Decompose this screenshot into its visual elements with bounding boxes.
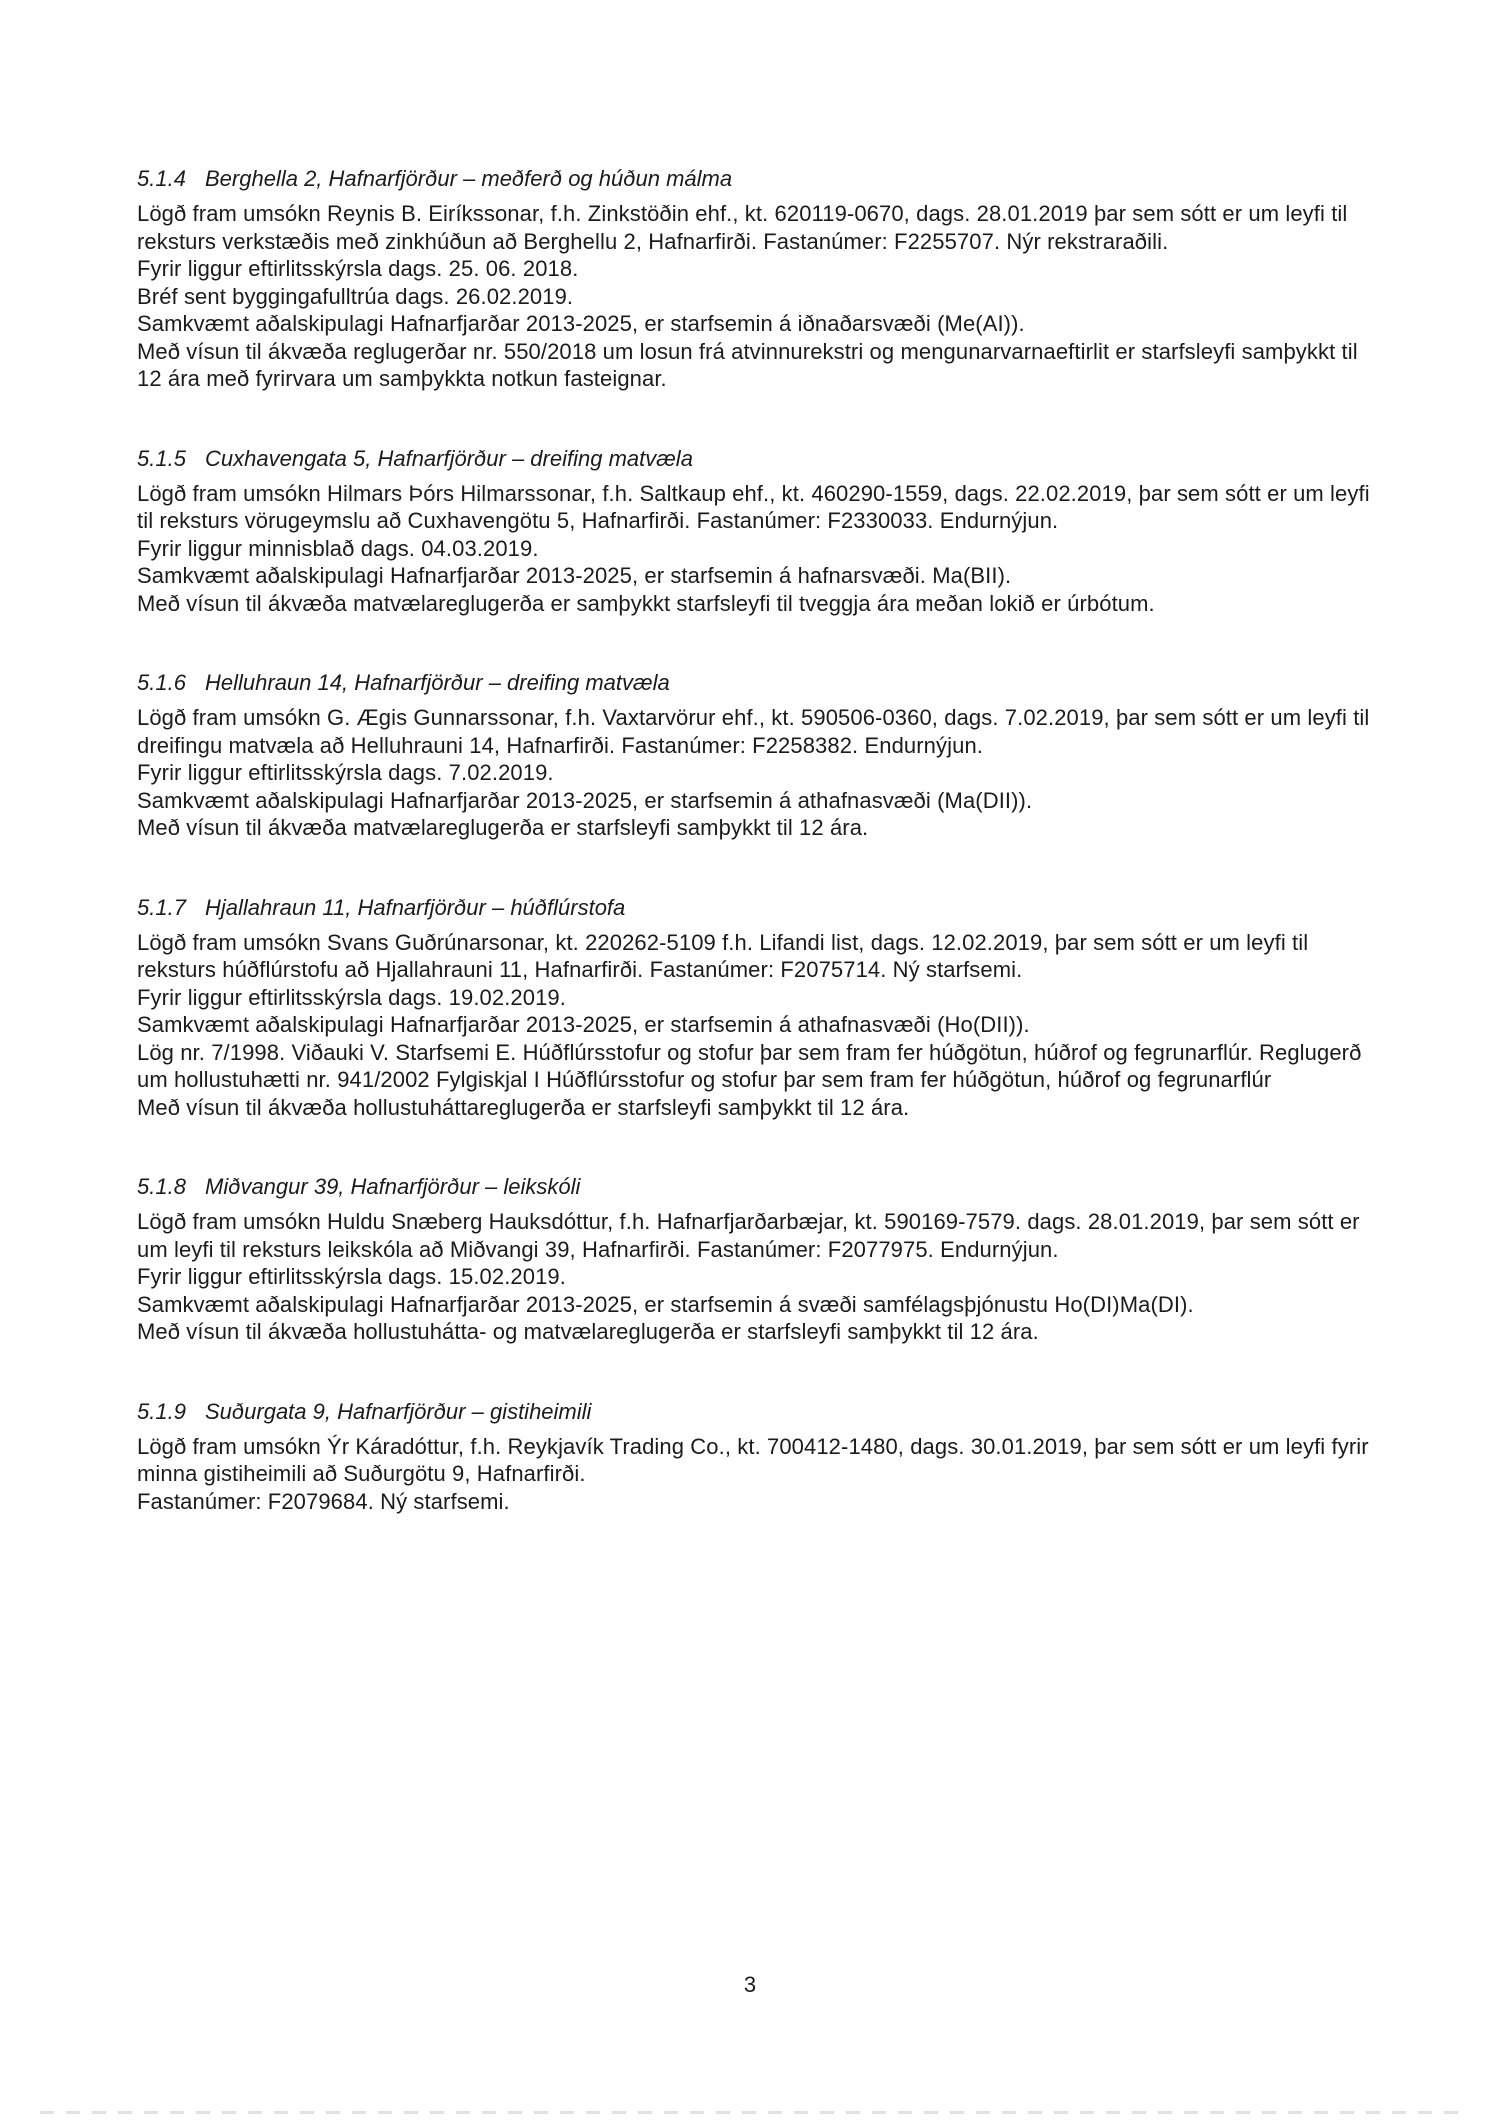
body-paragraph: Samkvæmt aðalskipulagi Hafnarfjarðar 2013-2025, er starfsemin á athafnasvæði (Ma(DII)). (137, 787, 1033, 813)
section-5-1-6 (137, 669, 1377, 842)
section-heading (137, 1173, 1377, 1200)
section-5-1-4 (137, 165, 1377, 393)
section-title: Miðvangur 39, Hafnarfjörður – leikskóli (205, 1174, 581, 1199)
body-paragraph: Samkvæmt aðalskipulagi Hafnarfjarðar 2013-2025, er starfsemin á iðnaðarsvæði (Me(AI)). (137, 311, 1025, 336)
body-paragraph: Lögð fram umsókn G. Ægis Gunnarssonar, f.h. Vaxtarvörur ehf., kt. 590506-0360, dags. 7.02.2019, þar sem sótt er um leyfi til dreifingu matvæla að Helluhrauni 14, Hafnarfirði. Fastanúmer: F2258382. Endurnýjun. (137, 705, 1370, 758)
body-paragraph: Með vísun til ákvæða matvælareglugerða er starfsleyfi samþykkt til 12 ára. (137, 815, 869, 840)
section-number: 5.1.9 (137, 1398, 186, 1424)
body-paragraph: Fyrir liggur eftirlitsskýrsla dags. 19.02.2019. (137, 984, 566, 1010)
section-number: 5.1.7 (137, 894, 186, 920)
document-content (137, 165, 1377, 1567)
body-paragraph: Lög nr. 7/1998. Viðauki V. Starfsemi E. Húðflúrsstofur og stofur þar sem fram fer húðgötun, húðrof og fegrunarflúr. Reglugerð um hollustuhætti nr. 941/2002 Fylgiskjal I Húðflúrsstofur og stofur þar sem fram fer húðgötun, húðrof og fegrunarflúr (137, 1039, 1362, 1092)
section-number: 5.1.6 (137, 670, 186, 695)
section-number: 5.1.4 (137, 166, 186, 191)
body-paragraph: Samkvæmt aðalskipulagi Hafnarfjarðar 2013-2025, er starfsemin á hafnarsvæði. Ma(BII). (137, 563, 1012, 588)
body-paragraph: Lögð fram umsókn Ýr Káradóttur, f.h. Reykjavík Trading Co., kt. 700412-1480, dags. 30.01.2019, þar sem sótt er um leyfi fyrir minna gistiheimili að Suðurgötu 9, Hafnarfirði. (137, 1433, 1369, 1486)
section-5-1-9 (137, 1398, 1377, 1516)
section-heading (137, 165, 1377, 192)
section-title: Suðurgata 9, Hafnarfjörður – gistiheimili (205, 1398, 592, 1424)
body-paragraph: Lögð fram umsókn Hilmars Þórs Hilmarssonar, f.h. Saltkaup ehf., kt. 460290-1559, dags. 22.02.2019, þar sem sótt er um leyfi til reksturs vörugeymslu að Cuxhavengötu 5, Hafnarfirði. Fastanúmer: F2330033. Endurnýjun. (137, 480, 1370, 533)
body-paragraph: Fastanúmer: F2079684. Ný starfsemi. (137, 1488, 510, 1514)
body-paragraph: Fyrir liggur eftirlitsskýrsla dags. 7.02.2019. (137, 760, 554, 785)
section-heading (137, 669, 1377, 696)
body-paragraph: Fyrir liggur minnisblað dags. 04.03.2019. (137, 535, 539, 561)
body-paragraph: Með vísun til ákvæða matvælareglugerða er samþykkt starfsleyfi til tveggja ára meðan lokið er úrbótum. (137, 590, 1155, 616)
section-5-1-7 (137, 894, 1377, 1122)
section-5-1-8 (137, 1173, 1377, 1346)
body-paragraph: Með vísun til ákvæða hollustuhátta- og matvælareglugerða er starfsleyfi samþykkt til 12 ára. (137, 1319, 1039, 1344)
scan-edge-artifact (40, 2111, 1460, 2114)
section-heading (137, 1398, 1377, 1425)
body-paragraph: Fyrir liggur eftirlitsskýrsla dags. 25. 06. 2018. (137, 256, 579, 281)
body-paragraph: Samkvæmt aðalskipulagi Hafnarfjarðar 2013-2025, er starfsemin á svæði samfélagsþjónustu Ho(DI)Ma(DI). (137, 1291, 1194, 1317)
body-paragraph: Með vísun til ákvæða reglugerðar nr. 550/2018 um losun frá atvinnurekstri og mengunarvarnaeftirlit er starfsleyfi samþykkt til 12 ára með fyrirvara um samþykkta notkun fasteignar. (137, 338, 1358, 391)
body-paragraph: Lögð fram umsókn Svans Guðrúnarsonar, kt. 220262-5109 f.h. Lifandi list, dags. 12.02.2019, þar sem sótt er um leyfi til reksturs húðflúrstofu að Hjallahrauni 11, Hafnarfirði. Fastanúmer: F2075714. Ný starfsemi. (137, 929, 1309, 982)
section-title: Berghella 2, Hafnarfjörður – meðferð og húðun málma (205, 166, 733, 191)
body-paragraph: Bréf sent byggingafulltrúa dags. 26.02.2019. (137, 283, 574, 309)
section-number: 5.1.8 (137, 1174, 186, 1199)
body-paragraph: Lögð fram umsókn Huldu Snæberg Hauksdóttur, f.h. Hafnarfjarðarbæjar, kt. 590169-7579. dags. 28.01.2019, þar sem sótt er um leyfi til reksturs leikskóla að Miðvangi 39, Hafnarfirði. Fastanúmer: F2077975. Endurnýjun. (137, 1209, 1360, 1262)
section-title: Cuxhavengata 5, Hafnarfjörður – dreifing matvæla (205, 445, 693, 471)
body-paragraph: Með vísun til ákvæða hollustuháttareglugerða er starfsleyfi samþykkt til 12 ára. (137, 1094, 910, 1120)
body-paragraph: Lögð fram umsókn Reynis B. Eiríkssonar, f.h. Zinkstöðin ehf., kt. 620119-0670, dags. 28.01.2019 þar sem sótt er um leyfi til reksturs verkstæðis með zinkhúðun að Berghellu 2, Hafnarfirði. Fastanúmer: F2255707. Nýr rekstraraðili. (137, 201, 1348, 254)
section-5-1-5 (137, 445, 1377, 618)
section-heading (137, 894, 1377, 921)
page-number: 3 (743, 1972, 757, 1997)
body-paragraph: Fyrir liggur eftirlitsskýrsla dags. 15.02.2019. (137, 1264, 566, 1289)
section-title: Hjallahraun 11, Hafnarfjörður – húðflúrstofa (205, 894, 626, 920)
section-heading (137, 445, 1377, 472)
section-number: 5.1.5 (137, 445, 186, 471)
body-paragraph: Samkvæmt aðalskipulagi Hafnarfjarðar 2013-2025, er starfsemin á athafnasvæði (Ho(DII)). (137, 1012, 1030, 1037)
section-title: Helluhraun 14, Hafnarfjörður – dreifing matvæla (205, 670, 670, 695)
